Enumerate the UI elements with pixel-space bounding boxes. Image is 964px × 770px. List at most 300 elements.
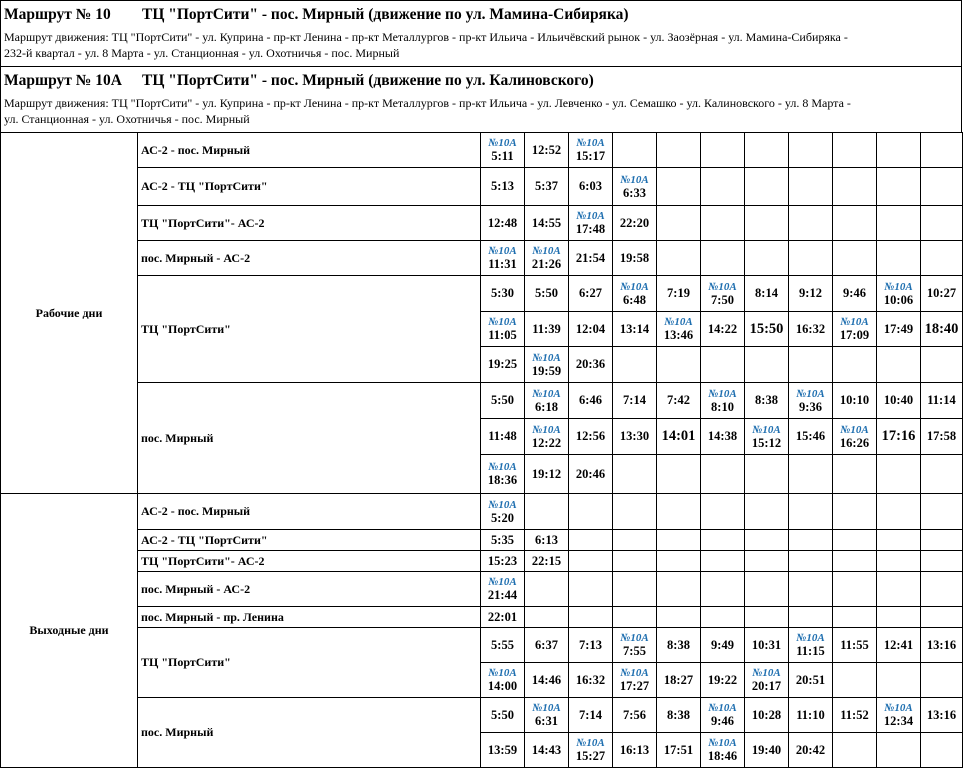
departure-time-cell bbox=[569, 663, 613, 698]
empty-cell bbox=[877, 733, 921, 768]
empty-cell bbox=[701, 241, 745, 276]
departure-time: 16:32 bbox=[575, 672, 606, 687]
departure-time: 6:03 bbox=[579, 179, 602, 193]
table-row bbox=[1, 206, 963, 241]
empty-cell bbox=[745, 607, 789, 628]
route-10a-tag: №10А bbox=[576, 210, 605, 222]
departure-time: 15:50 bbox=[749, 320, 784, 337]
departure-time: 7:56 bbox=[623, 707, 646, 722]
departure-time: 17:27 bbox=[619, 679, 650, 693]
departure-time: 19:58 bbox=[619, 250, 650, 265]
day-type-label: Рабочие дни bbox=[1, 133, 138, 494]
departure-time-cell bbox=[789, 733, 833, 768]
departure-time-cell bbox=[789, 663, 833, 698]
empty-cell bbox=[833, 206, 877, 241]
departure-time-cell bbox=[877, 276, 921, 312]
empty-cell bbox=[701, 572, 745, 607]
departure-time: 6:46 bbox=[579, 393, 602, 407]
departure-time-cell bbox=[525, 733, 569, 768]
empty-cell bbox=[657, 133, 701, 168]
empty-cell bbox=[657, 347, 701, 383]
route-10a-tag: №10А bbox=[620, 632, 649, 644]
departure-time-cell bbox=[481, 663, 525, 698]
departure-time: 11:48 bbox=[488, 429, 517, 443]
departure-time: 7:19 bbox=[667, 286, 690, 300]
departure-time: 17:48 bbox=[575, 222, 606, 236]
departure-time-cell bbox=[569, 733, 613, 768]
departure-time-cell bbox=[481, 383, 525, 419]
empty-cell bbox=[525, 572, 569, 607]
table-row bbox=[1, 133, 963, 168]
route-10-header bbox=[0, 0, 962, 66]
departure-time: 9:46 bbox=[711, 714, 734, 728]
departure-time: 15:27 bbox=[575, 749, 606, 763]
departure-time-cell bbox=[481, 206, 525, 241]
departure-time-cell bbox=[877, 419, 921, 455]
departure-time: 19:12 bbox=[531, 466, 562, 481]
departure-time-cell bbox=[525, 698, 569, 733]
empty-cell bbox=[613, 455, 657, 494]
table-row bbox=[1, 494, 963, 530]
route-10a-tag: №10А bbox=[752, 667, 781, 679]
departure-time: 15:46 bbox=[795, 429, 826, 443]
departure-time-cell bbox=[613, 276, 657, 312]
empty-cell bbox=[789, 206, 833, 241]
empty-cell bbox=[701, 551, 745, 572]
route-name: ТЦ "ПортСити" - пос. Мирный (движение по ул. Мамина-Сибиряка) bbox=[142, 6, 629, 23]
table-row bbox=[1, 698, 963, 733]
empty-cell bbox=[789, 133, 833, 168]
departure-time-cell bbox=[701, 698, 745, 733]
empty-cell bbox=[701, 133, 745, 168]
departure-time: 10:28 bbox=[751, 707, 782, 722]
departure-time: 12:34 bbox=[883, 714, 914, 728]
departure-time-cell bbox=[525, 241, 569, 276]
empty-cell bbox=[921, 733, 963, 768]
departure-time-cell bbox=[613, 206, 657, 241]
departure-time-cell bbox=[481, 241, 525, 276]
departure-time: 22:01 bbox=[487, 609, 518, 624]
empty-cell bbox=[745, 133, 789, 168]
route-10a-tag: №10А bbox=[708, 280, 737, 293]
departure-time: 11:31 bbox=[488, 257, 517, 271]
empty-cell bbox=[657, 206, 701, 241]
departure-time: 9:46 bbox=[843, 286, 866, 300]
empty-cell bbox=[877, 551, 921, 572]
departure-time-cell bbox=[745, 663, 789, 698]
departure-time-cell bbox=[613, 419, 657, 455]
departure-time: 13:16 bbox=[926, 707, 957, 722]
departure-time: 19:25 bbox=[487, 357, 518, 371]
route-10a-tag: №10А bbox=[708, 702, 737, 714]
departure-time-cell bbox=[569, 383, 613, 419]
departure-time: 6:48 bbox=[623, 292, 646, 307]
route-path bbox=[4, 95, 939, 127]
departure-time-cell bbox=[789, 698, 833, 733]
departure-time-cell bbox=[481, 347, 525, 383]
empty-cell bbox=[657, 607, 701, 628]
empty-cell bbox=[877, 494, 921, 530]
empty-cell bbox=[789, 347, 833, 383]
empty-cell bbox=[569, 551, 613, 572]
empty-cell bbox=[613, 347, 657, 383]
direction-label: АС-2 - ТЦ "ПортСити" bbox=[138, 168, 481, 206]
empty-cell bbox=[569, 607, 613, 628]
departure-time-cell bbox=[745, 383, 789, 419]
departure-time: 14:00 bbox=[487, 679, 518, 693]
departure-time: 14:38 bbox=[707, 429, 738, 443]
route-10a-tag: №10А bbox=[840, 423, 869, 436]
departure-time: 12:04 bbox=[575, 321, 606, 336]
departure-time-cell bbox=[525, 347, 569, 383]
departure-time-cell bbox=[481, 607, 525, 628]
departure-time-cell bbox=[701, 383, 745, 419]
departure-time-cell bbox=[877, 628, 921, 663]
route-path-line: ул. Станционная - ул. Охотничья - пос. Мирный bbox=[4, 112, 250, 126]
departure-time-cell bbox=[833, 419, 877, 455]
empty-cell bbox=[789, 530, 833, 551]
route-10a-tag: №10А bbox=[884, 280, 913, 293]
empty-cell bbox=[877, 455, 921, 494]
departure-time-cell bbox=[833, 383, 877, 419]
departure-time: 8:14 bbox=[755, 286, 778, 300]
departure-time-cell bbox=[789, 419, 833, 455]
departure-time: 19:22 bbox=[707, 672, 738, 687]
departure-time-cell bbox=[481, 133, 525, 168]
empty-cell bbox=[657, 530, 701, 551]
departure-time-cell bbox=[701, 312, 745, 347]
departure-time: 6:27 bbox=[579, 286, 602, 300]
route-10a-tag: №10А bbox=[752, 423, 781, 436]
departure-time: 19:59 bbox=[531, 363, 562, 378]
departure-time-cell bbox=[921, 628, 963, 663]
empty-cell bbox=[921, 241, 963, 276]
departure-time: 14:55 bbox=[531, 215, 562, 230]
empty-cell bbox=[657, 241, 701, 276]
departure-time: 14:22 bbox=[707, 321, 738, 336]
departure-time: 7:55 bbox=[623, 644, 646, 658]
empty-cell bbox=[613, 607, 657, 628]
empty-cell bbox=[613, 551, 657, 572]
departure-time: 13:16 bbox=[926, 637, 957, 652]
empty-cell bbox=[833, 572, 877, 607]
departure-time-cell bbox=[613, 312, 657, 347]
departure-time: 16:13 bbox=[619, 742, 650, 757]
departure-time-cell bbox=[613, 663, 657, 698]
departure-time: 15:17 bbox=[575, 149, 606, 163]
departure-time: 9:12 bbox=[799, 286, 822, 300]
departure-time: 11:39 bbox=[532, 321, 561, 336]
empty-cell bbox=[833, 663, 877, 698]
departure-time-cell bbox=[701, 663, 745, 698]
departure-time: 18:27 bbox=[663, 672, 694, 687]
departure-time: 13:14 bbox=[619, 321, 650, 336]
departure-time-cell bbox=[877, 698, 921, 733]
route-10a-tag: №10А bbox=[840, 316, 869, 328]
table-row bbox=[1, 572, 963, 607]
empty-cell bbox=[745, 551, 789, 572]
departure-time-cell bbox=[657, 276, 701, 312]
route-number: Маршрут № 10А bbox=[4, 72, 122, 89]
departure-time: 5:50 bbox=[491, 707, 514, 722]
empty-cell bbox=[569, 494, 613, 530]
departure-time-cell bbox=[833, 628, 877, 663]
departure-time: 8:38 bbox=[667, 637, 690, 652]
departure-time-cell bbox=[877, 383, 921, 419]
empty-cell bbox=[789, 572, 833, 607]
direction-label: пос. Мирный - АС-2 bbox=[138, 572, 481, 607]
departure-time-cell bbox=[745, 698, 789, 733]
empty-cell bbox=[877, 607, 921, 628]
departure-time-cell bbox=[613, 241, 657, 276]
empty-cell bbox=[921, 572, 963, 607]
departure-time: 6:13 bbox=[535, 532, 558, 547]
empty-cell bbox=[701, 168, 745, 206]
empty-cell bbox=[877, 133, 921, 168]
route-path bbox=[4, 29, 939, 61]
empty-cell bbox=[657, 551, 701, 572]
departure-time-cell bbox=[833, 276, 877, 312]
departure-time: 12:48 bbox=[487, 215, 518, 230]
departure-time: 7:42 bbox=[667, 393, 690, 407]
departure-time-cell bbox=[657, 419, 701, 455]
route-10a-tag: №10А bbox=[620, 667, 649, 679]
departure-time-cell bbox=[569, 133, 613, 168]
empty-cell bbox=[921, 455, 963, 494]
route-path-line: 232-й квартал - ул. 8 Марта - ул. Станционная - ул. Охотничья - пос. Мирный bbox=[4, 46, 400, 60]
departure-time-cell bbox=[789, 276, 833, 312]
departure-time: 17:51 bbox=[663, 742, 694, 757]
departure-time: 17:58 bbox=[926, 429, 957, 443]
empty-cell bbox=[833, 494, 877, 530]
empty-cell bbox=[833, 530, 877, 551]
departure-time: 9:49 bbox=[711, 637, 734, 652]
departure-time-cell bbox=[569, 168, 613, 206]
empty-cell bbox=[613, 494, 657, 530]
departure-time: 15:23 bbox=[487, 553, 518, 568]
departure-time-cell bbox=[745, 276, 789, 312]
empty-cell bbox=[657, 455, 701, 494]
departure-time: 18:46 bbox=[707, 749, 738, 763]
empty-cell bbox=[877, 530, 921, 551]
departure-time: 5:37 bbox=[535, 179, 558, 193]
departure-time: 13:59 bbox=[487, 742, 518, 757]
route-10a-tag: №10А bbox=[620, 280, 649, 293]
departure-time-cell bbox=[569, 455, 613, 494]
empty-cell bbox=[877, 663, 921, 698]
departure-time-cell bbox=[569, 419, 613, 455]
empty-cell bbox=[877, 241, 921, 276]
departure-time-cell bbox=[657, 628, 701, 663]
empty-cell bbox=[745, 347, 789, 383]
route-10a-tag: №10А bbox=[532, 702, 561, 714]
route-10a-tag: №10А bbox=[488, 316, 517, 328]
departure-time: 5:35 bbox=[491, 532, 514, 547]
route-10a-tag: №10А bbox=[488, 576, 517, 588]
departure-time-cell bbox=[701, 733, 745, 768]
empty-cell bbox=[921, 347, 963, 383]
departure-time: 9:36 bbox=[799, 399, 822, 414]
departure-time-cell bbox=[481, 530, 525, 551]
empty-cell bbox=[921, 133, 963, 168]
table-row bbox=[1, 530, 963, 551]
departure-time-cell bbox=[921, 383, 963, 419]
departure-time-cell bbox=[745, 312, 789, 347]
route-10a-tag: №10А bbox=[796, 387, 825, 400]
empty-cell bbox=[877, 572, 921, 607]
empty-cell bbox=[789, 494, 833, 530]
departure-time-cell bbox=[525, 455, 569, 494]
empty-cell bbox=[525, 607, 569, 628]
departure-time: 13:46 bbox=[663, 328, 694, 342]
empty-cell bbox=[701, 206, 745, 241]
direction-label: АС-2 - пос. Мирный bbox=[138, 494, 481, 530]
departure-time-cell bbox=[657, 312, 701, 347]
direction-label: АС-2 - пос. Мирный bbox=[138, 133, 481, 168]
route-path-line: Маршрут движения: ТЦ "ПортСити" - ул. Куприна - пр-кт Ленина - пр-кт Металлургов - пр-кт Ильича - Ильичёвский рынок - ул. Заозёрная - ул. Мамина-Сибиряка - bbox=[4, 30, 848, 44]
route-10a-tag: №10А bbox=[576, 137, 605, 149]
schedule-table bbox=[0, 132, 963, 768]
empty-cell bbox=[657, 494, 701, 530]
departure-time-cell bbox=[481, 168, 525, 206]
departure-time-cell bbox=[921, 698, 963, 733]
empty-cell bbox=[877, 206, 921, 241]
departure-time: 8:38 bbox=[755, 393, 778, 407]
departure-time-cell bbox=[481, 312, 525, 347]
empty-cell bbox=[569, 530, 613, 551]
departure-time: 19:40 bbox=[751, 742, 782, 757]
empty-cell bbox=[745, 572, 789, 607]
departure-time-cell bbox=[921, 419, 963, 455]
departure-time: 8:10 bbox=[711, 399, 734, 414]
empty-cell bbox=[613, 133, 657, 168]
departure-time: 7:13 bbox=[579, 637, 602, 652]
route-10a-tag: №10А bbox=[488, 245, 517, 257]
departure-time: 11:14 bbox=[927, 393, 956, 407]
departure-time: 17:09 bbox=[839, 328, 870, 342]
departure-time: 20:42 bbox=[795, 742, 826, 757]
empty-cell bbox=[701, 455, 745, 494]
empty-cell bbox=[745, 206, 789, 241]
direction-label: ТЦ "ПортСити"- АС-2 bbox=[138, 551, 481, 572]
empty-cell bbox=[701, 347, 745, 383]
departure-time-cell bbox=[569, 347, 613, 383]
departure-time-cell bbox=[657, 383, 701, 419]
route-10a-header bbox=[0, 66, 962, 132]
empty-cell bbox=[657, 572, 701, 607]
departure-time-cell bbox=[613, 383, 657, 419]
empty-cell bbox=[657, 168, 701, 206]
departure-time: 11:52 bbox=[840, 707, 869, 722]
direction-label: пос. Мирный bbox=[138, 698, 481, 768]
departure-time-cell bbox=[481, 494, 525, 530]
departure-time: 22:15 bbox=[531, 553, 562, 568]
departure-time-cell bbox=[921, 312, 963, 347]
departure-time-cell bbox=[789, 312, 833, 347]
departure-time: 7:14 bbox=[579, 707, 602, 722]
route-10a-tag: №10А bbox=[488, 137, 517, 149]
departure-time-cell bbox=[481, 698, 525, 733]
empty-cell bbox=[745, 530, 789, 551]
empty-cell bbox=[833, 347, 877, 383]
route-number: Маршрут № 10 bbox=[4, 6, 111, 23]
departure-time-cell bbox=[833, 698, 877, 733]
empty-cell bbox=[833, 168, 877, 206]
departure-time: 5:50 bbox=[535, 286, 558, 300]
route-10a-tag: №10А bbox=[532, 245, 561, 257]
departure-time-cell bbox=[525, 168, 569, 206]
route-10a-tag: №10А bbox=[884, 702, 913, 714]
departure-time-cell bbox=[525, 276, 569, 312]
route-10a-tag: №10А bbox=[796, 632, 825, 644]
departure-time-cell bbox=[481, 419, 525, 455]
route-10a-tag: №10А bbox=[620, 173, 649, 186]
route-10a-tag: №10А bbox=[664, 316, 693, 328]
departure-time: 7:14 bbox=[623, 393, 646, 407]
route-10a-tag: №10А bbox=[488, 667, 517, 679]
route-10a-tag: №10А bbox=[708, 737, 737, 749]
departure-time: 6:31 bbox=[535, 714, 558, 728]
empty-cell bbox=[701, 607, 745, 628]
departure-time: 12:52 bbox=[531, 142, 562, 157]
table-row bbox=[1, 168, 963, 206]
departure-time-cell bbox=[525, 530, 569, 551]
empty-cell bbox=[921, 168, 963, 206]
departure-time-cell bbox=[701, 628, 745, 663]
departure-time-cell bbox=[569, 206, 613, 241]
departure-time: 12:41 bbox=[883, 637, 914, 652]
departure-time: 22:20 bbox=[619, 215, 650, 230]
departure-time-cell bbox=[525, 628, 569, 663]
empty-cell bbox=[877, 347, 921, 383]
departure-time: 5:50 bbox=[491, 393, 514, 407]
departure-time: 14:01 bbox=[661, 428, 696, 444]
departure-time: 17:16 bbox=[881, 428, 916, 444]
departure-time: 12:56 bbox=[575, 429, 606, 443]
departure-time: 16:26 bbox=[839, 435, 870, 450]
departure-time: 6:33 bbox=[623, 185, 646, 200]
departure-time-cell bbox=[745, 419, 789, 455]
direction-label: ТЦ "ПортСити" bbox=[138, 276, 481, 383]
departure-time-cell bbox=[657, 663, 701, 698]
departure-time: 21:26 bbox=[531, 257, 562, 271]
departure-time: 6:37 bbox=[535, 637, 558, 652]
departure-time-cell bbox=[613, 698, 657, 733]
departure-time-cell bbox=[833, 312, 877, 347]
departure-time: 18:40 bbox=[924, 320, 959, 337]
departure-time: 15:12 bbox=[751, 435, 782, 450]
empty-cell bbox=[745, 168, 789, 206]
departure-time: 11:05 bbox=[488, 328, 517, 342]
departure-time: 5:13 bbox=[491, 179, 514, 193]
departure-time: 16:32 bbox=[795, 321, 826, 336]
direction-label: ТЦ "ПортСити" bbox=[138, 628, 481, 698]
direction-label: пос. Мирный - пр. Ленина bbox=[138, 607, 481, 628]
route-title bbox=[4, 6, 629, 24]
departure-time-cell bbox=[525, 312, 569, 347]
table-row bbox=[1, 607, 963, 628]
empty-cell bbox=[877, 168, 921, 206]
route-10a-tag: №10А bbox=[532, 387, 561, 400]
route-title bbox=[4, 72, 594, 90]
empty-cell bbox=[789, 241, 833, 276]
departure-time-cell bbox=[569, 628, 613, 663]
departure-time: 11:15 bbox=[796, 644, 825, 658]
departure-time: 10:31 bbox=[751, 637, 782, 652]
day-type-label: Выходные дни bbox=[1, 494, 138, 768]
departure-time-cell bbox=[921, 276, 963, 312]
departure-time: 11:10 bbox=[796, 707, 825, 722]
